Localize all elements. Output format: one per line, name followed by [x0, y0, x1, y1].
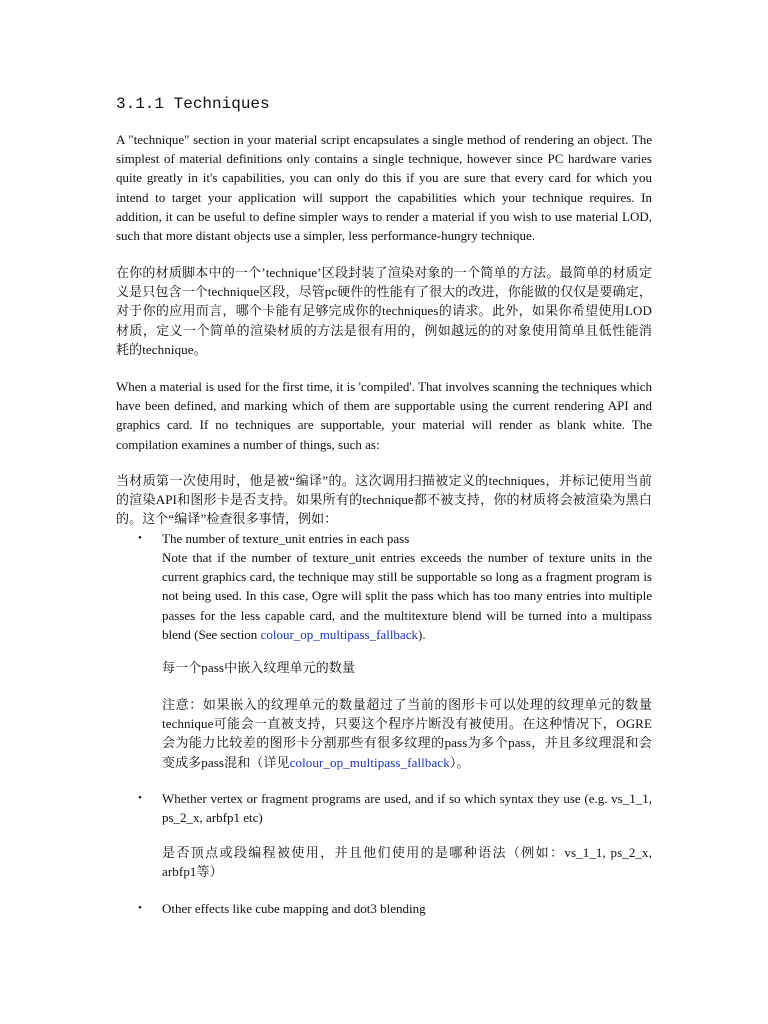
note-text-end: ). [417, 626, 426, 642]
list-item-title-zh: 是否顶点或段编程被使用，并且他们使用的是哪种语法（例如：vs_1_1, ps_2_x, arbfp1等） [162, 845, 652, 880]
colour-op-multipass-fallback-link[interactable]: colour_op_multipass_fallback [260, 626, 418, 642]
note-text-zh-end: ）。 [449, 754, 470, 770]
list-item-note-zh [162, 695, 652, 772]
list-item-title: Other effects like cube mapping and dot3 blending [162, 901, 426, 916]
note-text-zh: 注意：如果嵌入的纹理单元的数量超过了当前的图形卡可以处理的纹理单元的数量technique可能会一直被支持，只要这个程序片断没有被使用。在这种情况下，OGRE会为能力比较差的图形卡分割那些有很多纹理的pass为多个pass，并且多纹理混和会变成多pass混和（详见 [162, 697, 652, 770]
bullet-marker: • [138, 532, 142, 544]
note-text: Note that if the number of texture_unit entries exceeds the number of texture units in the current graphics card, the technique may still be supportable so long as a fragment program is not being used. In this case, Ogre will split the pass which has too many entries into multiple passes for the less capable card, and the multitexture blend will be turned into a multipass blend (See section [162, 550, 652, 642]
list-item-title: The number of texture_unit entries in each pass [162, 531, 410, 546]
paragraph-zh-2: 当材质第一次使用时，他是被“编译”的。这次调用扫描被定义的techniques，并标记使用当前的渲染API和图形卡是否支持。如果所有的technique都不被支持，你的材质将会被渲染为黑白的。这个“编译”检查很多事情，例如： [116, 473, 652, 527]
list-item-title-zh: 每一个pass中嵌入纹理单元的数量 [162, 660, 356, 675]
paragraph-en-2: When a material is used for the first time, it is 'compiled'. That involves scanning the techniques which have been defined, and marking which of them are supportable using the current rendering API and graphics card. If no techniques are supportable, your material will render as blank white. The compilation examines a number of things, such as: [116, 379, 652, 452]
colour-op-multipass-fallback-link-zh[interactable]: colour_op_multipass_fallback [289, 754, 450, 770]
list-item-title: Whether vertex or fragment programs are used, and if so which syntax they use (e.g. vs_1_1, ps_2_x, arbfp1 etc) [162, 791, 652, 826]
bullet-marker: • [138, 792, 142, 804]
list-item-note [162, 548, 652, 644]
section-heading: 3.1.1 Techniques [116, 95, 270, 113]
bullet-marker: • [138, 902, 142, 914]
paragraph-en-1: A "technique" section in your material script encapsulates a single method of rendering an object. The simplest of material definitions only contains a single technique, however since PC hardware varies quite greatly in it's capabilities, you can only do this if you are sure that every card for which you intend to target your application will support the capabilities which your technique requires. In addition, it can be useful to define simpler ways to render a material if you wish to use material LOD, such that more distant objects use a simpler, less performance-hungry technique. [116, 132, 652, 244]
paragraph-zh-1: 在你的材质脚本中的一个’technique’区段封装了渲染对象的一个简单的方法。最简单的材质定义是只包含一个technique区段，尽管pc硬件的性能有了很大的改进，你能做的仅仅是要确定，对于你的应用而言，哪个卡能有足够完成你的techniques的请求。此外，如果你希望使用LOD材质，定义一个简单的渲染材质的方法是很有用的，例如越远的的对象使用简单且低性能消耗的technique。 [116, 265, 652, 357]
